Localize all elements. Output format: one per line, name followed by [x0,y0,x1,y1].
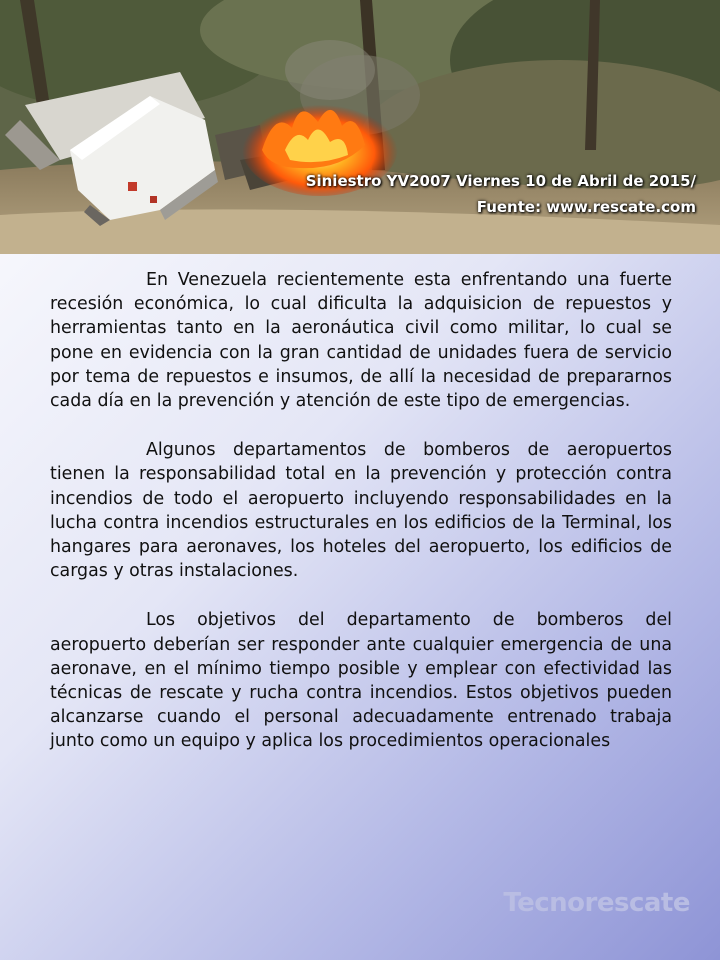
photo-caption-line1: Siniestro YV2007 Viernes 10 de Abril de 2015/ [305,172,696,190]
paragraph-economic-recession: En Venezuela recientemente esta enfrentando una fuerte recesión económica, lo cual dificulta la adquisicion de repuestos y herramientas tanto en la aeronáutica civil como militar, lo cual se pone en evidencia con la gran cantidad de unidades fuera de servicio por tema de repuestos e insumos, de allí la necesidad de prepararnos cada día en la prevención y atención de este tipo de emergencias. [50,270,672,412]
photo-caption [306,168,696,220]
photo-caption-source: Fuente: www.rescate.com [476,198,696,216]
paragraph-airport-fire-departments: Algunos departamentos de bomberos de aeropuertos tienen la responsabilidad total en la prevención y protección contra incendios de todo el aeropuerto incluyendo responsabilidades en la lucha contra incendios estructurales en los edificios de la Terminal, los hangares para aeronaves, los hoteles del aeropuerto, los edificios de cargas y otras instalaciones. [50,440,672,582]
brand-watermark: Tecnorescate [503,888,690,918]
article-body [50,268,672,779]
crash-photo [0,0,720,254]
paragraph-department-objectives: Los objetivos del departamento de bomberos del aeropuerto deberían ser responder ante cualquier emergencia de una aeronave, en el mínimo tiempo posible y emplear con efectividad las técnicas de rescate y rucha contra incendios. Estos objetivos pueden alcanzarse cuando el personal adecuadamente entrenado trabaja junto como un equipo y aplica los procedimientos operacionales [50,610,672,752]
